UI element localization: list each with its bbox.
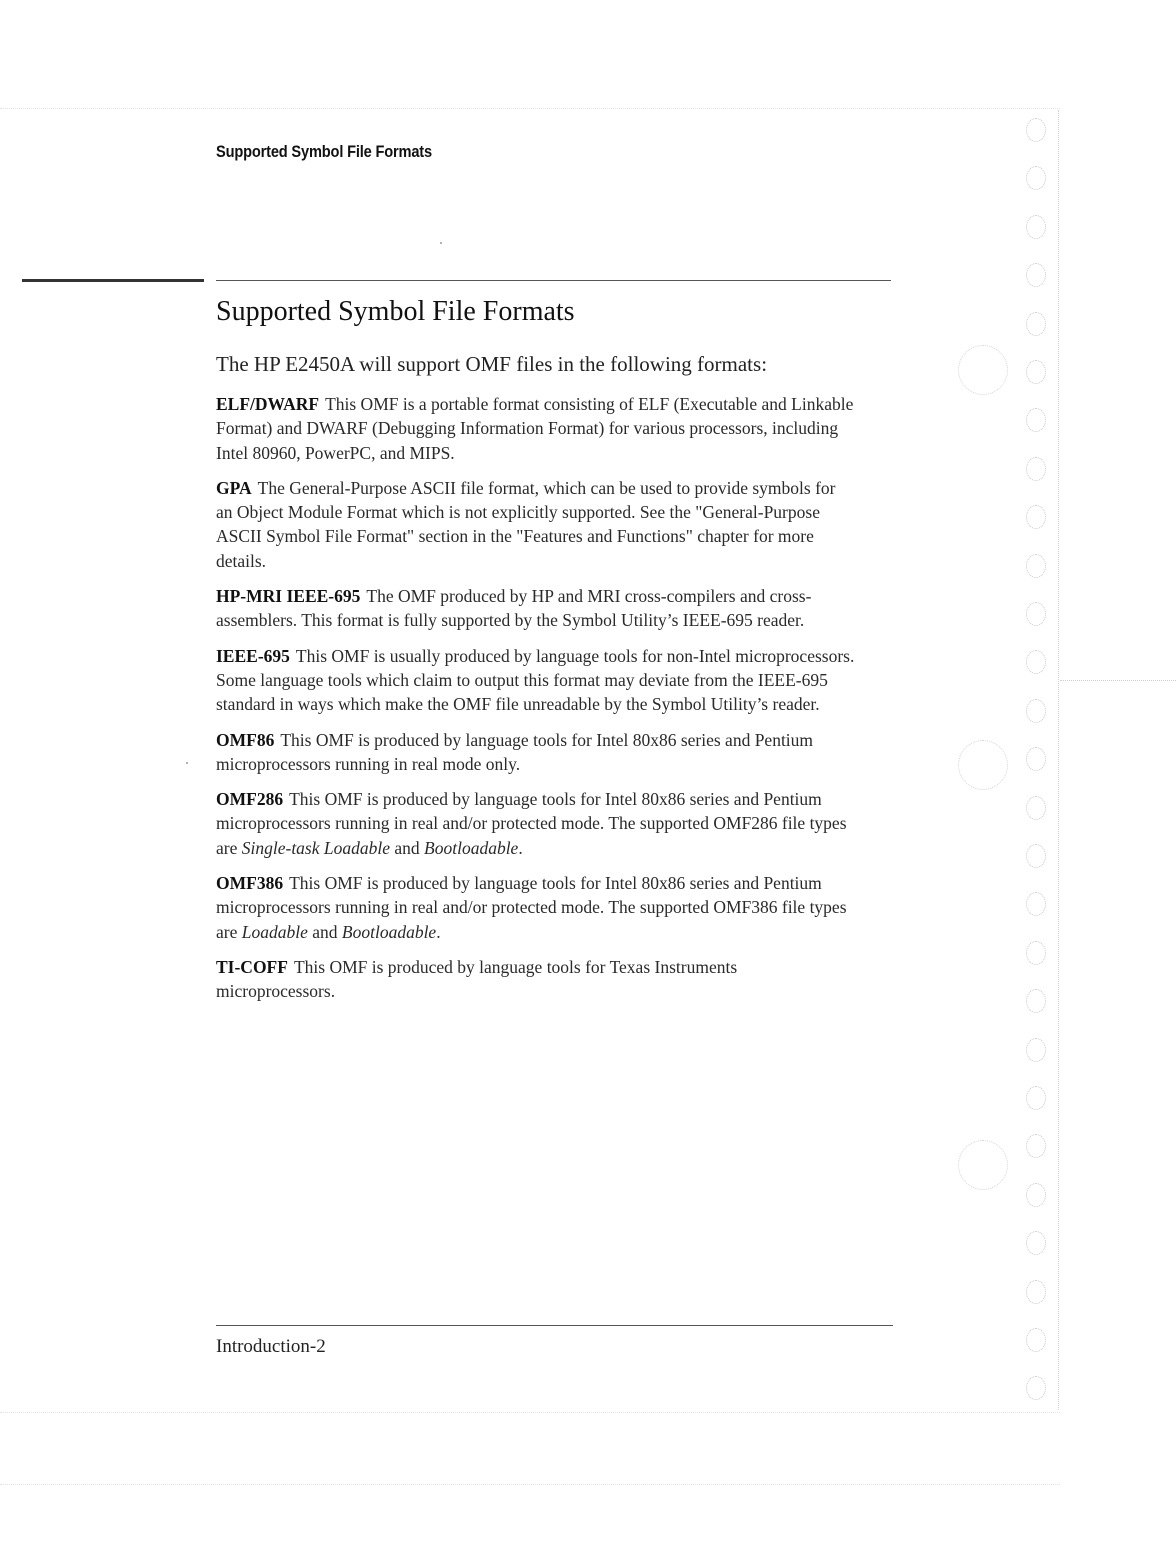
format-term: TI-COFF <box>216 956 288 977</box>
sentence-end: . <box>436 921 441 942</box>
binder-hole <box>1026 1328 1046 1352</box>
format-description: This OMF is usually produced by language tools for non-Intel microprocessors. Some language tools which claim to output this format may deviate from the IEEE-695 standard in ways which make the OMF file unreadable by the Symbol Utility’s reader. <box>216 645 855 715</box>
binder-hole <box>1026 699 1046 723</box>
binder-hole <box>1026 166 1046 190</box>
binder-hole <box>1026 796 1046 820</box>
running-head: Supported Symbol File Formats <box>216 142 432 161</box>
binder-hole <box>1026 408 1046 432</box>
binder-hole <box>1026 1086 1046 1110</box>
conjunction: and <box>312 921 338 942</box>
binder-hole <box>1026 989 1046 1013</box>
binder-hole <box>1026 1038 1046 1062</box>
binder-hole <box>1026 602 1046 626</box>
format-term: HP-MRI IEEE-695 <box>216 586 361 607</box>
scan-speck <box>186 762 188 764</box>
format-term: ELF/DWARF <box>216 394 320 414</box>
binder-hole <box>1026 360 1046 384</box>
binder-hole <box>1026 1280 1046 1304</box>
format-description: This OMF is produced by language tools for Intel 80x86 series and Pentium microprocessors running in real mode only. <box>216 729 814 774</box>
section-rule <box>216 280 891 281</box>
binder-hole <box>1026 1376 1046 1400</box>
scan-speck <box>440 242 442 244</box>
format-description: This OMF is produced by language tools for Texas Instruments microprocessors. <box>216 956 738 1002</box>
binder-hole <box>1026 941 1046 965</box>
format-term: OMF386 <box>216 873 284 894</box>
page-number: Introduction-2 <box>216 1336 326 1357</box>
section-title: Supported Symbol File Formats <box>216 296 575 327</box>
format-entry-hp-mri-ieee-695 <box>216 584 856 633</box>
binder-hole <box>1026 892 1046 916</box>
format-entry-ieee-695 <box>216 644 856 717</box>
format-description: This OMF is a portable format consisting of ELF (Executable and Linkable Format) and DWARF (Debugging Information Format) for various processors, including Intel 80960, PowerPC, and MIPS. <box>216 394 854 463</box>
file-type-name: Loadable <box>241 921 308 942</box>
binder-hole <box>1026 312 1046 336</box>
format-term: GPA <box>216 477 252 498</box>
binder-hole <box>1026 505 1046 529</box>
footer-rule <box>216 1325 893 1326</box>
binder-ring-ghost <box>958 345 1008 395</box>
format-description: This OMF is produced by language tools for Intel 80x86 series and Pentium microprocessors running in real and/or protected mode. The supported OMF286 file types are <box>216 789 847 858</box>
binder-hole <box>1026 215 1046 239</box>
format-term: OMF286 <box>216 789 284 810</box>
format-entry-elf-dwarf <box>216 392 856 465</box>
format-entry-gpa <box>216 476 856 573</box>
sentence-end: . <box>518 837 523 858</box>
binder-hole <box>1026 844 1046 868</box>
format-entry-omf286 <box>216 787 856 860</box>
file-type-name: Single-task Loadable <box>241 837 390 858</box>
section-rule-thick <box>22 279 204 282</box>
binder-ring-ghost <box>958 1140 1008 1190</box>
binder-hole <box>1026 747 1046 771</box>
scan-dot-row-top <box>0 108 1060 109</box>
format-term: OMF86 <box>216 729 275 750</box>
scan-dot-row-bottom <box>0 1412 1060 1413</box>
binder-ring-ghost <box>958 740 1008 790</box>
conjunction: and <box>394 837 420 858</box>
binder-hole <box>1026 118 1046 142</box>
tab-edge-line <box>1060 680 1176 681</box>
format-description: The OMF produced by HP and MRI cross-compilers and cross-assemblers. This format is fully supported by the Symbol Utility’s IEEE-695 reader. <box>216 586 812 631</box>
intro-paragraph: The HP E2450A will support OMF files in the following formats: <box>216 352 768 376</box>
format-term: IEEE-695 <box>216 645 290 666</box>
binder-hole <box>1026 554 1046 578</box>
format-list <box>216 392 856 1015</box>
binder-holes <box>1026 118 1050 1408</box>
scan-dot-row-lower <box>0 1484 1060 1485</box>
file-type-name: Bootloadable <box>424 837 519 858</box>
binder-hole <box>1026 650 1046 674</box>
binder-hole <box>1026 1183 1046 1207</box>
format-entry-omf386 <box>216 871 856 944</box>
format-entry-ti-coff <box>216 955 856 1004</box>
file-type-name: Bootloadable <box>341 921 437 942</box>
binder-hole <box>1026 457 1046 481</box>
format-description: The General-Purpose ASCII file format, which can be used to provide symbols for an Object Module Format which is not explicitly supported. See the "General-Purpose ASCII Symbol File Format" section in the "Features and Functions" chapter for more details. <box>216 477 836 571</box>
binder-hole <box>1026 1134 1046 1158</box>
binder-hole <box>1026 263 1046 287</box>
format-description: This OMF is produced by language tools for Intel 80x86 series and Pentium microprocessors running in real and/or protected mode. The supported OMF386 file types are <box>216 873 847 942</box>
format-entry-omf86 <box>216 728 856 777</box>
binder-hole <box>1026 1231 1046 1255</box>
page-edge-line <box>1058 110 1059 1410</box>
